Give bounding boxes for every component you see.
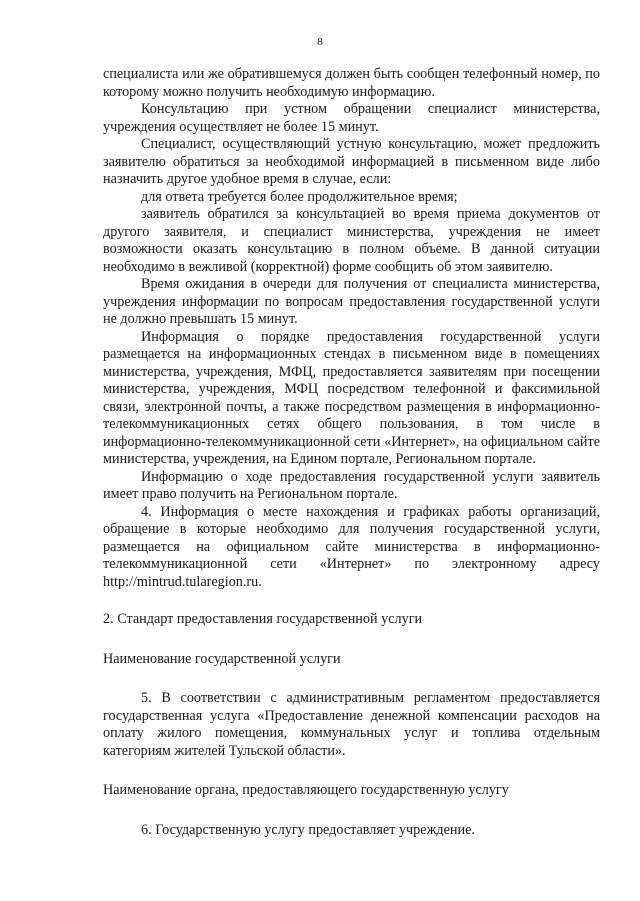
subheading-authority: Наименование органа, предоставляющего государственную услугу: [103, 782, 509, 798]
document-body: [103, 66, 600, 839]
page-number: 8: [317, 36, 323, 48]
paragraph-information-placement: Информация о порядке предоставления государственной услуги размещается на информационных стендах в письменном виде в помещениях министерства, учреждения, МФЦ, предоставляется заявителям при посещении министерства, учреждения, МФЦ посредством телефонной и факсимильной связи, электронной почты, а также посредством размещения в информационно-телекоммуникационных сетях общего пользования, в том числе в информационно-телекоммуникационной сети «Интернет», на официальном сайте министерства, учреждения, на Едином портале, Региональном портале.: [103, 328, 600, 467]
paragraph-consultation-time: Консультацию при устном обращении специалист министерства, учреждения осуществляет не более 15 минут.: [103, 101, 600, 135]
paragraph-5-service-name: 5. В соответствии с административным регламентом предоставляется государственная услуга «Предоставление денежной компенсации расходов на оплату жилого помещения, коммунальных услуг и топлива отдельным категориям жителей Тульской области».: [103, 690, 600, 759]
paragraph-written-consultation: Специалист, осуществляющий устную консультацию, может предложить заявителю обратиться за необходимой информацией в письменном виде либо назначить другое удобное время в случае, если:: [103, 136, 600, 187]
paragraph-6-provider: 6. Государственную услугу предоставляет учреждение.: [141, 821, 475, 838]
paragraph-case-longer-time: для ответа требуется более продолжительное время;: [141, 188, 458, 205]
subheading-service-name: Наименование государственной услуги: [103, 650, 341, 667]
section-title: 2. Стандарт предоставления государственной услуги: [103, 611, 423, 627]
paragraph-progress-info: Информацию о ходе предоставления государственной услуги заявитель имеет право получить на Региональном портале.: [103, 468, 600, 502]
paragraph-case-busy-specialist: заявитель обратился за консультацией во время приема документов от другого заявителя, и специалист министерства, учреждения не имеет возможности оказать консультацию в полном объеме. В данной ситуации необходимо в вежливой (корректной) форме сообщить об этом заявителю.: [103, 206, 600, 275]
paragraph-4-organization-info: 4. Информация о месте нахождения и графиках работы организаций, обращение в которые необходимо для получения государственной услуги, размещается на официальном сайте министерства в информационно-телекоммуникационной сети «Интернет» по электронному адресу http://mintrud.tularegion.ru.: [103, 503, 600, 590]
paragraph-contact-phone: специалиста или же обратившемуся должен быть сообщен телефонный номер, по которому можно получить необходимую информацию.: [103, 66, 600, 100]
paragraph-queue-waiting: Время ожидания в очереди для получения от специалиста министерства, учреждения информации по вопросам предоставления государственной услуги не должно превышать 15 минут.: [103, 276, 600, 327]
